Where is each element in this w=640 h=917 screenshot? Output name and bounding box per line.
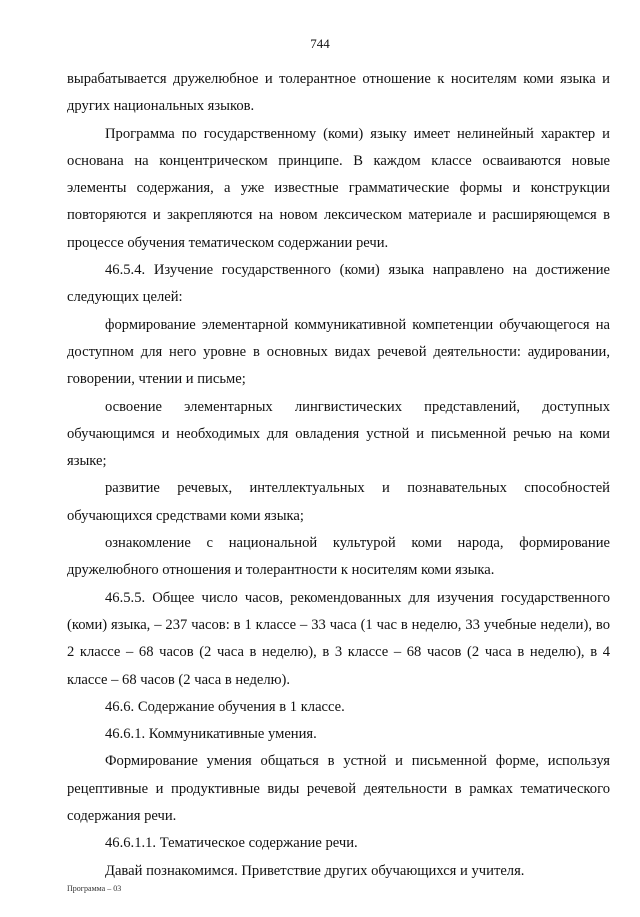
paragraph-10: 46.6.1. Коммуникативные умения. bbox=[105, 726, 317, 743]
page-number: 744 bbox=[310, 36, 330, 51]
paragraph-3: 46.5.4. Изучение государственного (коми) языка направлено на достижение следующих целей: bbox=[67, 262, 610, 306]
paragraph-5: освоение элементарных лингвистических представлений, доступных обучающимся и необходимых для овладения устной и письменной речью на коми языке; bbox=[67, 398, 610, 470]
paragraph-11: Формирование умения общаться в устной и письменной форме, используя рецептивные и продуктивные виды речевой деятельности в рамках тематического содержания речи. bbox=[67, 753, 610, 825]
paragraph-8: 46.5.5. Общее число часов, рекомендованных для изучения государственного (коми) языка, – 237 часов: в 1 классе – 33 часа (1 час в неделю, 33 учебные недели), во 2 классе – 68 часов (2 часа в неделю), в 3 классе – 68 часов (2 часа в неделю), в 4 классе – 68 часов (2 часа в неделю). bbox=[67, 589, 610, 688]
paragraph-13: Давай познакомимся. Приветствие других обучающихся и учителя. bbox=[105, 862, 525, 879]
paragraph-9: 46.6. Содержание обучения в 1 классе. bbox=[105, 698, 345, 715]
paragraph-6: развитие речевых, интеллектуальных и познавательных способностей обучающихся средствами коми языка; bbox=[67, 480, 610, 524]
paragraph-12: 46.6.1.1. Тематическое содержание речи. bbox=[105, 835, 358, 852]
paragraph-4: формирование элементарной коммуникативной компетенции обучающегося на доступном для него уровне в основных видах речевой деятельности: аудировании, говорении, чтении и письме; bbox=[67, 316, 610, 388]
paragraph-2: Программа по государственному (коми) языку имеет нелинейный характер и основана на концентрическом принципе. В каждом классе осваиваются новые элементы содержания, а уже известные грамматические формы и конструкции повторяются и закрепляются на новом лексическом материале и расширяющемся в процессе обучения тематическом содержании речи. bbox=[67, 125, 610, 251]
paragraph-7: ознакомление с национальной культурой коми народа, формирование дружелюбного отношения и толерантности к носителям коми языка. bbox=[67, 535, 610, 579]
document-body bbox=[67, 66, 610, 885]
footer-label: Программа – 03 bbox=[67, 884, 122, 893]
paragraph-1: вырабатывается дружелюбное и толерантное отношение к носителям коми языка и других национальных языков. bbox=[67, 71, 610, 115]
